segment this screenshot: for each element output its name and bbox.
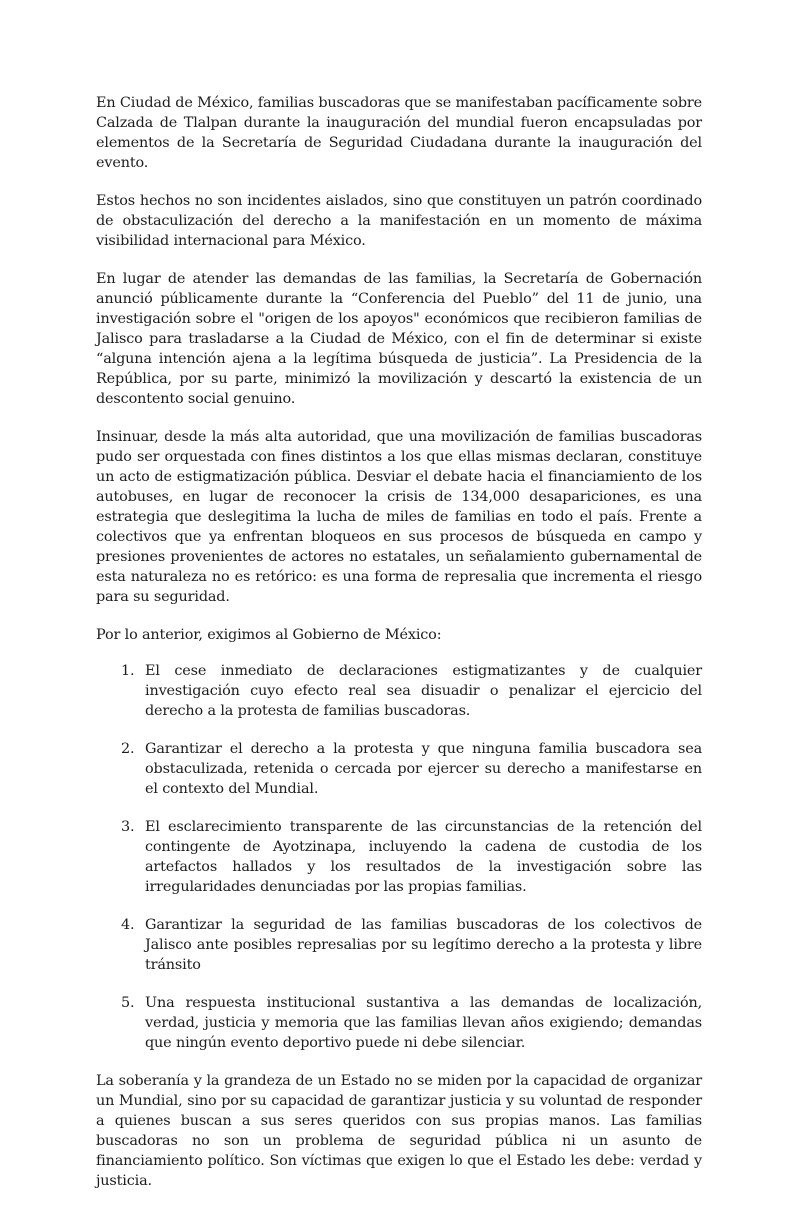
demand-text: El esclarecimiento transparente de las circunstancias de la retención del contingente de Ayotzinapa, incluyendo la cadena de custodia de los artefactos hallados y los resultados de la investigación sobre las irregularidades denunciadas por las propias familias. bbox=[145, 819, 702, 895]
demands-list bbox=[96, 661, 702, 1053]
demand-number: 3. bbox=[121, 819, 135, 835]
demand-text: Una respuesta institucional sustantiva a las demandas de localización, verdad, justicia y memoria que las familias llevan años exigiendo; demandas que ningún evento deportivo puede ni debe silenciar. bbox=[145, 995, 702, 1051]
closing-paragraph: La soberanía y la grandeza de un Estado no se miden por la capacidad de organizar un Mundial, sino por su capacidad de garantizar justicia y su voluntad de responder a quienes buscan a sus seres queridos con sus propias manos. Las familias buscadoras no son un problema de seguridad pública ni un asunto de financiamiento político. Son víctimas que exigen lo que el Estado les debe: verdad y justicia. bbox=[96, 1073, 702, 1189]
demand-item bbox=[96, 993, 702, 1053]
document-page bbox=[96, 93, 702, 1209]
demand-item bbox=[96, 661, 702, 721]
demand-item bbox=[96, 915, 702, 975]
demand-number: 2. bbox=[121, 741, 135, 757]
demand-text: Garantizar el derecho a la protesta y que ninguna familia buscadora sea obstaculizada, retenida o cercada por ejercer su derecho a manifestarse en el contexto del Mundial. bbox=[145, 741, 702, 797]
demand-item bbox=[96, 817, 702, 897]
demand-number: 1. bbox=[121, 663, 135, 679]
demand-text: El cese inmediato de declaraciones estigmatizantes y de cualquier investigación cuyo efecto real sea disuadir o penalizar el ejercicio del derecho a la protesta de familias buscadoras. bbox=[145, 663, 702, 719]
demand-item bbox=[96, 739, 702, 799]
paragraph-encapsulation: En Ciudad de México, familias buscadoras que se manifestaban pacíficamente sobre Calzada de Tlalpan durante la inauguración del mundial fueron encapsuladas por elementos de la Secretaría de Seguridad Ciudadana durante la inauguración del evento. bbox=[96, 95, 702, 171]
paragraph-pattern: Estos hechos no son incidentes aislados, sino que constituyen un patrón coordinado de obstaculización del derecho a la manifestación en un momento de máxima visibilidad internacional para México. bbox=[96, 193, 702, 249]
demand-number: 5. bbox=[121, 995, 135, 1011]
demand-text: Garantizar la seguridad de las familias buscadoras de los colectivos de Jalisco ante posibles represalias por su legítimo derecho a la protesta y libre tránsito bbox=[145, 917, 702, 973]
demands-intro: Por lo anterior, exigimos al Gobierno de México: bbox=[96, 627, 442, 643]
paragraph-gobernacion: En lugar de atender las demandas de las familias, la Secretaría de Gobernación anunció públicamente durante la “Conferencia del Pueblo” del 11 de junio, una investigación sobre el "origen de los apoyos" económicos que recibieron familias de Jalisco para trasladarse a la Ciudad de México, con el fin de determinar si existe “alguna intención ajena a la legítima búsqueda de justicia”. La Presidencia de la República, por su parte, minimizó la movilización y descartó la existencia de un descontento social genuino. bbox=[96, 271, 702, 407]
paragraph-stigmatization: Insinuar, desde la más alta autoridad, que una movilización de familias buscadoras pudo ser orquestada con fines distintos a los que ellas mismas declaran, constituye un acto de estigmatización pública. Desviar el debate hacia el financiamiento de los autobuses, en lugar de reconocer la crisis de 134,000 desapariciones, es una estrategia que deslegitima la lucha de miles de familias en todo el país. Frente a colectivos que ya enfrentan bloqueos en sus procesos de búsqueda en campo y presiones provenientes de actores no estatales, un señalamiento gubernamental de esta naturaleza no es retórico: es una forma de represalia que incrementa el riesgo para su seguridad. bbox=[96, 429, 702, 605]
demand-number: 4. bbox=[121, 917, 135, 933]
